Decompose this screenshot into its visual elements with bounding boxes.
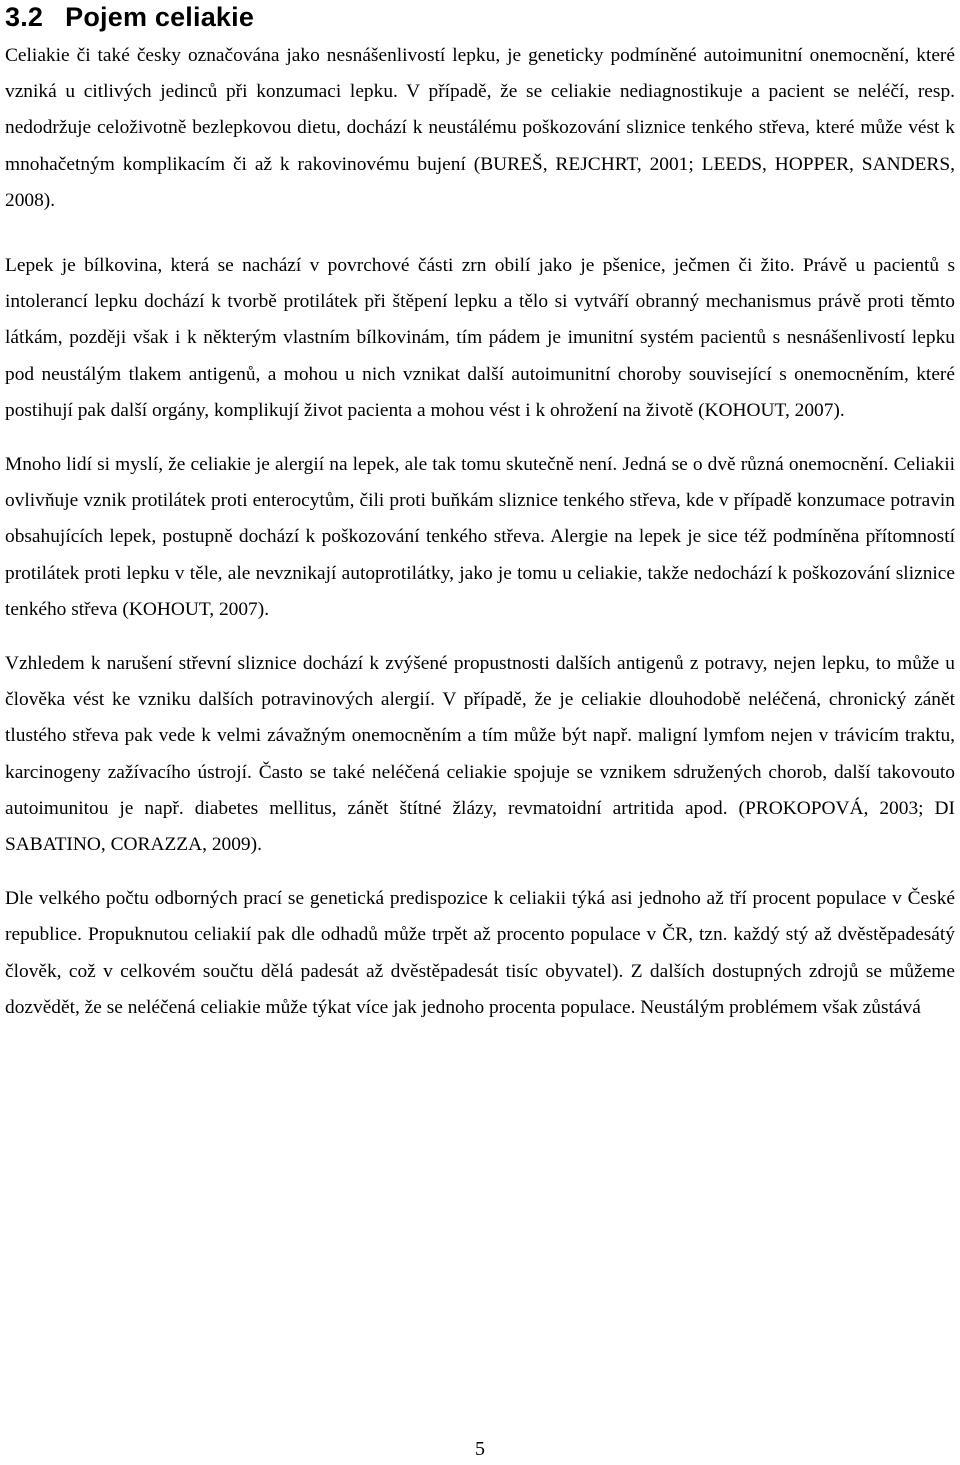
paragraph-5: Dle velkého počtu odborných prací se genetická predispozice k celiakii týká asi jednoho až tří procent populace v České republice. Propuknutou celiakií pak dle odhadů může trpět až procento populace v ČR, tzn. každý stý až dvěstěpadesátý člověk, což v celkovém součtu dělá padesát až dvěstěpadesát tisíc obyvatel). Z dalších dostupných zdrojů se můžeme dozvědět, že se neléčená celiakie může týkat více jak jednoho procenta populace. Neustálým problémem však zůstává <box>5 888 955 1018</box>
section-heading <box>5 0 955 34</box>
paragraph-2: Lepek je bílkovina, která se nachází v povrchové části zrn obilí jako je pšenice, ječmen či žito. Právě u pacientů s intolerancí lepku dochází k tvorbě protilátek při štěpení lepku a tělo si vytváří obranný mechanismus právě proti těmto látkám, později však i k některým vlastním bílkovinám, tím pádem je imunitní systém pacientů s nesnášenlivostí lepku pod neustálým tlakem antigenů, a mohou u nich vznikat další autoimunitní choroby související s onemocněním, které postihují pak další orgány, komplikují život pacienta a mohou vést i k ohrožení na životě (KOHOUT, 2007). <box>5 255 955 421</box>
page-number: 5 <box>475 1438 485 1460</box>
document-page <box>5 0 955 1026</box>
section-number: 3.2 <box>5 2 44 32</box>
paragraph-3: Mnoho lidí si myslí, že celiakie je alergií na lepek, ale tak tomu skutečně není. Jedná se o dvě různá onemocnění. Celiakii ovlivňuje vznik protilátek proti enterocytům, čili proti buňkám sliznice tenkého střeva, kde v případě konzumace potravin obsahujících lepek, postupně dochází k poškozování tenkého střeva. Alergie na lepek je sice též podmíněna přítomností protilátek proti lepku v těle, ale nevznikají autoprotilátky, jako je tomu u celiakie, takže nedochází k poškozování sliznice tenkého střeva (KOHOUT, 2007). <box>5 454 955 620</box>
paragraph-4: Vzhledem k narušení střevní sliznice dochází k zvýšené propustnosti dalších antigenů z potravy, nejen lepku, to může u člověka vést ke vzniku dalších potravinových alergií. V případě, že je celiakie dlouhodobě neléčená, chronický zánět tlustého střeva pak vede k velmi závažným onemocněním a tím může být např. maligní lymfom nejen v trávicím traktu, karcinogeny zažívacího ústrojí. Často se také neléčená celiakie spojuje se vznikem sdružených chorob, další takovouto autoimunitou je např. diabetes mellitus, zánět štítné žlázy, revmatoidní artritida apod. (PROKOPOVÁ, 2003; DI SABATINO, CORAZZA, 2009). <box>5 653 955 856</box>
paragraph-1: Celiakie či také česky označována jako nesnášenlivostí lepku, je geneticky podmíněné autoimunitní onemocnění, které vzniká u citlivých jedinců při konzumaci lepku. V případě, že se celiakie nediagnostikuje a pacient se neléčí, resp. nedodržuje celoživotně bezlepkovou dietu, dochází k neustálému poškozování sliznice tenkého střeva, které může vést k mnohačetným komplikacím či až k rakovinovému bujení (BUREŠ, REJCHRT, 2001; LEEDS, HOPPER, SANDERS, 2008). <box>5 45 955 211</box>
section-title: Pojem celiakie <box>65 2 255 32</box>
